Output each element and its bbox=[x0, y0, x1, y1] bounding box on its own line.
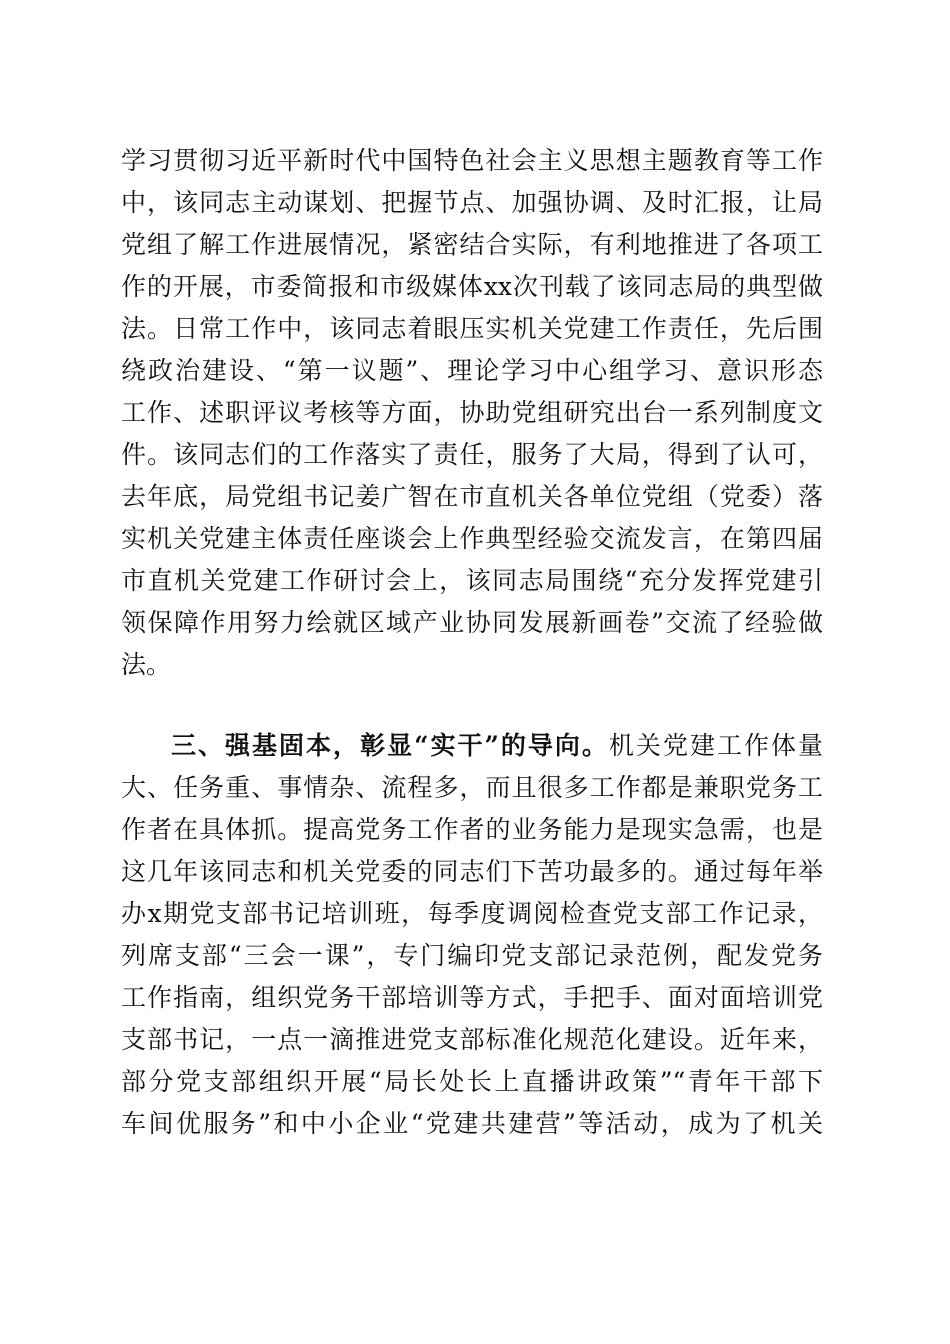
paragraph-line: 作者在具体抓。提高党务工作者的业务能力是现实急需，也是 bbox=[121, 815, 823, 844]
paragraph-line: 工作指南，组织党务干部培训等方式，手把手、面对面培训党 bbox=[121, 983, 823, 1012]
paragraph-line: 支部书记，一点一滴推进党支部标准化规范化建设。近年来， bbox=[121, 1025, 823, 1054]
section-heading: 三、强基固本，彰显“实干”的导向。 bbox=[171, 731, 609, 760]
paragraph-line: 绕政治建设、“第一议题”、理论学习中心组学习、意识形态 bbox=[121, 356, 823, 385]
paragraph-line: 去年底，局党组书记姜广智在市直机关各单位党组（党委）落 bbox=[121, 482, 823, 511]
paragraph-line: 作的开展，市委简报和市级媒体xx次刊载了该同志局的典型做 bbox=[121, 272, 823, 301]
paragraph-line: 列席支部“三会一课”，专门编印党支部记录范例，配发党务 bbox=[121, 941, 823, 970]
heading-continuation: 机关党建工作体量 bbox=[608, 731, 823, 760]
paragraph-line: 实机关党建主体责任座谈会上作典型经验交流发言，在第四届 bbox=[121, 524, 823, 553]
paragraph-line: 大、任务重、事情杂、流程多，而且很多工作都是兼职党务工 bbox=[121, 773, 823, 802]
paragraph-line: 办x期党支部书记培训班，每季度调阅检查党支部工作记录， bbox=[121, 899, 823, 928]
paragraph-line: 件。该同志们的工作落实了责任，服务了大局，得到了认可， bbox=[121, 440, 823, 469]
paragraph-line: 法。日常工作中，该同志着眼压实机关党建工作责任，先后围 bbox=[121, 314, 823, 343]
paragraph-line: 学习贯彻习近平新时代中国特色社会主义思想主题教育等工作 bbox=[121, 146, 823, 175]
paragraph-line: 工作、述职评议考核等方面，协助党组研究出台一系列制度文 bbox=[121, 398, 823, 427]
paragraph-line: 党组了解工作进展情况，紧密结合实际，有利地推进了各项工 bbox=[121, 230, 823, 259]
paragraph-line: 部分党支部组织开展“局长处长上直播讲政策”“青年干部下 bbox=[121, 1067, 823, 1096]
paragraph-first-line bbox=[171, 726, 823, 766]
paragraph-line: 领保障作用努力绘就区域产业协同发展新画卷”交流了经验做 bbox=[121, 608, 823, 637]
paragraph-line: 中，该同志主动谋划、把握节点、加强协调、及时汇报，让局 bbox=[121, 188, 823, 217]
paragraph-line: 这几年该同志和机关党委的同志们下苦功最多的。通过每年举 bbox=[121, 857, 823, 886]
paragraph-line: 车间优服务”和中小企业“党建共建营”等活动，成为了机关 bbox=[121, 1109, 823, 1138]
paragraph-line: 市直机关党建工作研讨会上，该同志局围绕“充分发挥党建引 bbox=[121, 566, 823, 595]
paragraph-line: 法。 bbox=[121, 650, 172, 679]
